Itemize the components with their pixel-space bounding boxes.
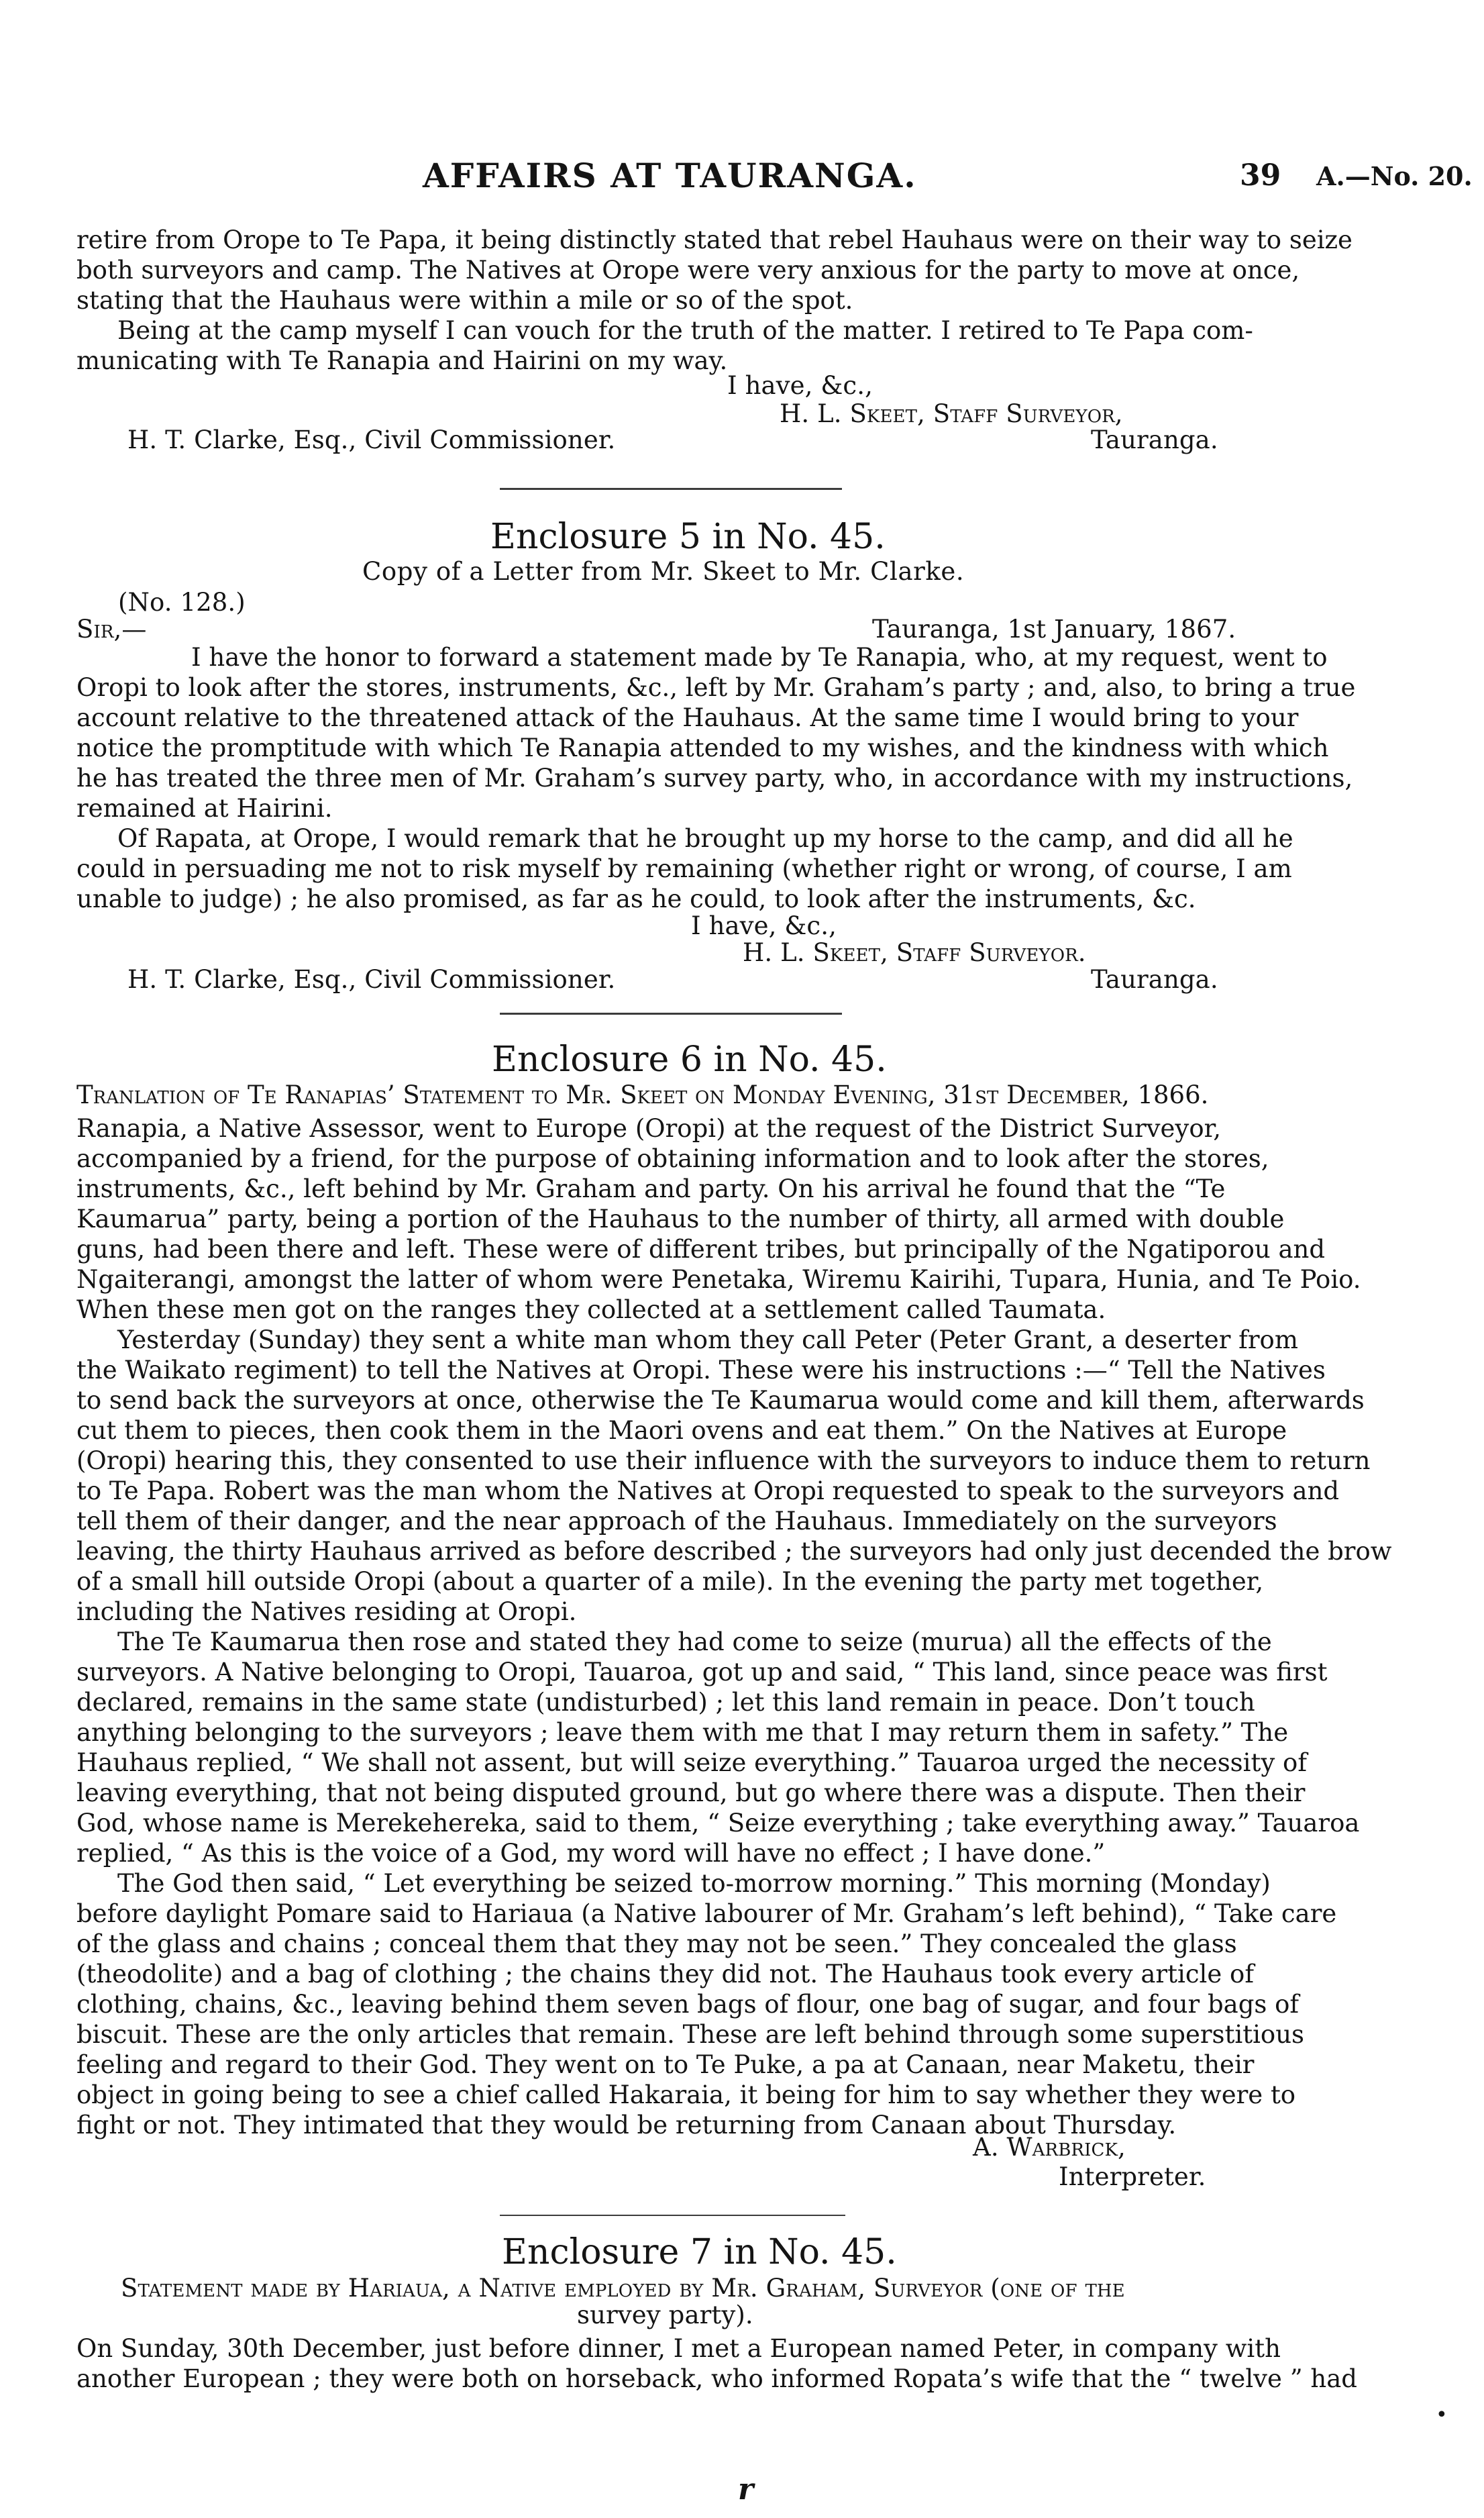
body-line: municating with Te Ranapia and Hairini on my way. <box>76 346 728 375</box>
enclosure-6-heading: Enclosure 6 in No. 45. <box>492 1040 887 1080</box>
signature: H. L. Skeet, Staff Surveyor. <box>743 938 1086 967</box>
body-line: to Te Papa. Robert was the man whom the Natives at Oropi requested to speak to the surveyors and <box>76 1476 1340 1505</box>
body-line: instruments, &c., left behind by Mr. Graham and party. On his arrival he found that the “Te <box>76 1174 1226 1203</box>
body-line: (Oropi) hearing this, they consented to use their influence with the surveyors to induce them to return <box>76 1446 1371 1475</box>
paper-number: A.—No. 20. <box>1316 161 1473 191</box>
body-line: to send back the surveyors at once, otherwise the Te Kaumarua would come and kill them, afterwards <box>76 1386 1365 1415</box>
body-line: Oropi to look after the stores, instruments, &c., left by Mr. Graham’s party ; and, also, to bring a true <box>76 673 1356 702</box>
body-line: guns, had been there and left. These were of different tribes, but principally of the Ngatiporou and <box>76 1235 1326 1264</box>
body-line: surveyors. A Native belonging to Oropi, Tauaroa, got up and said, “ This land, since peace was first <box>76 1658 1328 1686</box>
enclosure-6-subtitle: Tranlation of Te Ranapias’ Statement to Mr. Skeet on Monday Evening, 31st December, 1866. <box>76 1080 1209 1109</box>
body-line: Ranapia, a Native Assessor, went to Europe (Oropi) at the request of the District Surveyor, <box>76 1114 1221 1143</box>
body-line: could in persuading me not to risk myself by remaining (whether right or wrong, of course, I am <box>76 854 1292 883</box>
body-line: Kaumarua” party, being a portion of the Hauhaus to the number of thirty, all armed with double <box>76 1205 1285 1233</box>
addressee: H. T. Clarke, Esq., Civil Commissioner. <box>127 425 616 454</box>
body-line: The Te Kaumarua then rose and stated they had come to seize (murua) all the effects of the <box>117 1627 1272 1656</box>
body-line: object in going being to see a chief called Hakaraia, it being for him to say whether they were to <box>76 2080 1296 2109</box>
body-line: God, whose name is Merekehereka, said to them, “ Seize everything ; take everything away.” Tauaroa <box>76 1809 1360 1837</box>
body-line: Yesterday (Sunday) they sent a white man whom they call Peter (Peter Grant, a deserter from <box>117 1325 1298 1354</box>
closing: I have, &c., <box>727 371 873 400</box>
body-line: of the glass and chains ; conceal them that they may not be seen.” They concealed the glass <box>76 1929 1237 1958</box>
body-line: (theodolite) and a bag of clothing ; the chains they did not. The Hauhaus took every article of <box>76 1960 1255 1988</box>
body-line: remained at Hairini. <box>76 794 333 823</box>
body-line: another European ; they were both on horseback, who informed Ropata’s wife that the “ twelve ” had <box>76 2364 1357 2393</box>
body-line: retire from Orope to Te Papa, it being distinctly stated that rebel Hauhaus were on their way to seize <box>76 225 1353 254</box>
body-line: anything belonging to the surveyors ; leave them with me that I may return them in safety.” The <box>76 1718 1289 1747</box>
body-line: leaving everything, that not being disputed ground, but go where there was a dispute. Then their <box>76 1778 1306 1807</box>
enclosure-5-heading: Enclosure 5 in No. 45. <box>490 517 886 557</box>
body-line: biscuit. These are the only articles that remain. These are left behind through some superstitious <box>76 2020 1305 2049</box>
body-line: When these men got on the ranges they collected at a settlement called Taumata. <box>76 1295 1106 1324</box>
body-line: clothing, chains, &c., leaving behind them seven bags of flour, one bag of sugar, and four bags of <box>76 1990 1300 2019</box>
body-line: declared, remains in the same state (undisturbed) ; let this land remain in peace. Don’t touch <box>76 1688 1255 1717</box>
body-line: notice the promptitude with which Te Ranapia attended to my wishes, and the kindness with which <box>76 734 1329 762</box>
body-line: tell them of their danger, and the near approach of the Hauhaus. Immediately on the surveyors <box>76 1507 1277 1535</box>
body-line: leaving, the thirty Hauhaus arrived as before described ; the surveyors had only just decended the brow <box>76 1537 1392 1566</box>
addressee: H. T. Clarke, Esq., Civil Commissioner. <box>127 965 616 994</box>
body-line: cut them to pieces, then cook them in the Maori ovens and eat them.” On the Natives at Europe <box>76 1416 1287 1445</box>
body-line: On Sunday, 30th December, just before dinner, I met a European named Peter, in company with <box>76 2334 1281 2363</box>
closing: I have, &c., <box>691 911 837 940</box>
body-line: feeling and regard to their God. They went on to Te Puke, a pa at Canaan, near Maketu, their <box>76 2050 1255 2079</box>
body-line: before daylight Pomare said to Hariaua (a Native labourer of Mr. Graham’s left behind), “ Take care <box>76 1899 1337 1928</box>
body-line: he has treated the three men of Mr. Graham’s survey party, who, in accordance with my instructions, <box>76 764 1353 793</box>
body-line: unable to judge) ; he also promised, as far as he could, to look after the instruments, &c. <box>76 885 1196 913</box>
place: Tauranga. <box>1091 425 1218 454</box>
running-title: AFFAIRS AT TAURANGA. <box>423 156 917 195</box>
body-line: of a small hill outside Oropi (about a quarter of a mile). In the evening the party met together, <box>76 1567 1264 1596</box>
body-line: account relative to the threatened attack of the Hauhaus. At the same time I would bring to your <box>76 703 1299 732</box>
divider <box>500 1013 842 1015</box>
body-line: Ngaiterangi, amongst the latter of whom were Penetaka, Wiremu Kairihi, Tupara, Hunia, and Te Poio. <box>76 1265 1361 1294</box>
body-line: replied, “ As this is the voice of a God, my word will have no effect ; I have done.” <box>76 1839 1106 1868</box>
body-line: both surveyors and camp. The Natives at Orope were very anxious for the party to move at once, <box>76 256 1300 285</box>
body-line: Hauhaus replied, “ We shall not assent, but will seize everything.” Tauaroa urged the necessity of <box>76 1748 1308 1777</box>
letter-number: (No. 128.) <box>118 588 246 617</box>
body-line: I have the honor to forward a statement made by Te Ranapia, who, at my request, went to <box>191 643 1328 672</box>
signature: A. Warbrick, <box>973 2133 1126 2162</box>
body-line: including the Natives residing at Oropi. <box>76 1597 577 1626</box>
body-line: fight or not. They intimated that they would be returning from Canaan about Thursday. <box>76 2111 1177 2139</box>
signature: H. L. Skeet, Staff Surveyor, <box>780 399 1123 428</box>
signature-title: Interpreter. <box>1059 2162 1206 2191</box>
body-line: The God then said, “ Let everything be seized to-morrow morning.” This morning (Monday) <box>117 1869 1271 1898</box>
divider <box>500 488 842 490</box>
body-line: Of Rapata, at Orope, I would remark that he brought up my horse to the camp, and did all he <box>117 824 1293 853</box>
body-line: stating that the Hauhaus were within a mile or so of the spot. <box>76 286 853 315</box>
print-dot: • <box>1436 2403 1448 2427</box>
place: Tauranga. <box>1091 965 1218 994</box>
print-mark: r <box>738 2472 754 2507</box>
body-line: the Waikato regiment) to tell the Natives at Oropi. These were his instructions :—“ Tell the Natives <box>76 1356 1326 1384</box>
enclosure-7-heading: Enclosure 7 in No. 45. <box>502 2232 897 2272</box>
enclosure-7-subtitle: Statement made by Hariaua, a Native employed by Mr. Graham, Surveyor (one of the <box>121 2274 1125 2303</box>
salutation: Sir,— <box>76 615 147 644</box>
divider <box>500 2215 845 2216</box>
page-number: 39 <box>1240 158 1281 193</box>
dateline: Tauranga, 1st January, 1867. <box>872 615 1236 644</box>
enclosure-7-subtitle-cont: survey party). <box>577 2301 753 2329</box>
enclosure-5-subtitle: Copy of a Letter from Mr. Skeet to Mr. Clarke. <box>362 557 965 586</box>
body-line: accompanied by a friend, for the purpose of obtaining information and to look after the stores, <box>76 1144 1269 1173</box>
body-line: Being at the camp myself I can vouch for the truth of the matter. I retired to Te Papa com- <box>117 316 1253 345</box>
